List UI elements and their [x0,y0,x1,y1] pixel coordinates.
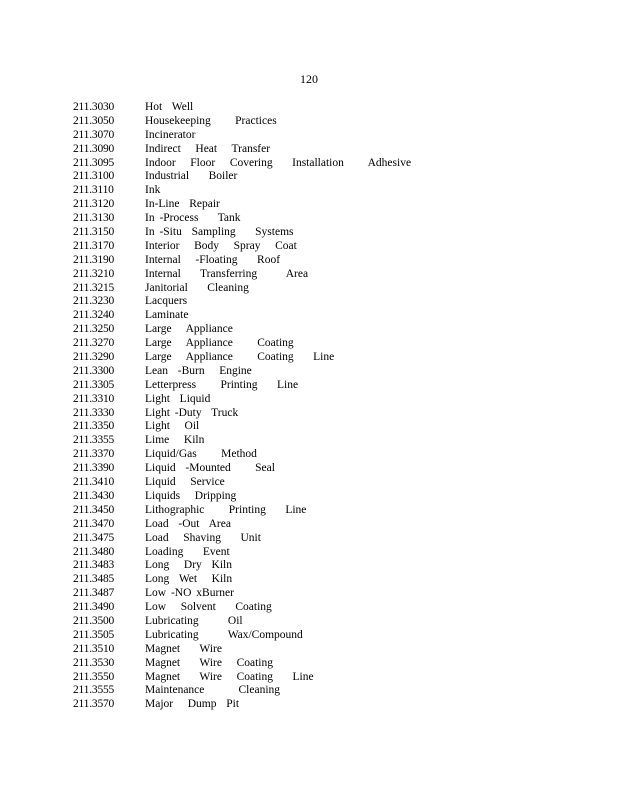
section-number: 211.3470 [73,517,115,530]
section-number: 211.3290 [73,351,115,364]
defined-term: Major Dump Pit [145,698,240,711]
section-number: 211.3305 [73,378,115,391]
section-number: 211.3210 [73,267,115,280]
defined-term: Letterpress Printing Line [145,378,299,391]
section-number: 211.3095 [73,156,115,169]
list-item [73,309,533,323]
section-number: 211.3130 [73,212,115,225]
section-number: 211.3300 [73,364,115,377]
defined-term: Load Shaving Unit [145,531,261,544]
list-item [73,295,533,309]
list-item [73,101,533,115]
list-item [73,601,533,615]
list-item [73,393,533,407]
defined-term: Liquid Service [145,476,225,489]
section-number: 211.3450 [73,503,115,516]
defined-term: In -Situ Sampling Systems [145,226,294,239]
list-item [73,559,533,573]
list-item [73,573,533,587]
defined-term: Indirect Heat Transfer [145,142,271,155]
list-item [73,351,533,365]
list-item [73,462,533,476]
defined-term: Magnet Wire Coating [145,656,273,669]
defined-term: Incinerator [145,128,196,141]
defined-term: Liquid -Mounted Seal [145,462,275,475]
list-item [73,476,533,490]
defined-term: Lime Kiln [145,434,205,447]
defined-term: Janitorial Cleaning [145,281,249,294]
defined-term: In-Line Repair [145,198,220,211]
section-number: 211.3170 [73,239,115,252]
list-item [73,684,533,698]
defined-term: Housekeeping Practices [145,114,277,127]
list-item [73,629,533,643]
section-number: 211.3215 [73,281,115,294]
section-number: 211.3350 [73,420,115,433]
defined-term: Large Appliance [145,323,233,336]
section-number: 211.3475 [73,531,115,544]
list-item [73,268,533,282]
section-number: 211.3550 [73,670,115,683]
defined-term: Large Appliance Coating [145,337,294,350]
list-item [73,143,533,157]
section-number: 211.3410 [73,476,115,489]
list-item [73,407,533,421]
section-number: 211.3120 [73,198,115,211]
defined-term: Lithographic Printing Line [145,503,307,516]
section-number: 211.3330 [73,406,115,419]
list-item [73,365,533,379]
defined-term: Industrial Boiler [145,170,238,183]
defined-term: Light Liquid [145,392,211,405]
defined-term: Long Wet Kiln [145,573,233,586]
section-number: 211.3030 [73,101,115,113]
section-number: 211.3230 [73,295,115,308]
section-number: 211.3090 [73,142,115,155]
list-item [73,448,533,462]
section-number: 211.3050 [73,114,115,127]
defined-term: Low Solvent Coating [145,601,272,614]
list-item [73,240,533,254]
section-number: 211.3480 [73,545,115,558]
defined-term: Load -Out Area [145,517,231,530]
list-item [73,282,533,296]
defined-term: Lean -Burn Engine [145,364,252,377]
section-number: 211.3240 [73,309,115,322]
defined-term: Interior Body Spray Coat [145,239,297,252]
list-item [73,323,533,337]
section-number: 211.3270 [73,337,115,350]
definitions-list [73,101,533,712]
list-item [73,212,533,226]
list-item [73,198,533,212]
section-number: 211.3070 [73,128,115,141]
list-item [73,671,533,685]
defined-term: Laminate [145,309,189,322]
list-item [73,504,533,518]
list-item [73,698,533,712]
defined-term: Lubricating Oil [145,614,243,627]
list-item [73,434,533,448]
page-number: 120 [300,72,318,86]
section-number: 211.3483 [73,559,115,572]
defined-term: Loading Event [145,545,230,558]
defined-term: Light Oil [145,420,200,433]
defined-term: Lacquers [145,295,188,308]
section-number: 211.3510 [73,642,115,655]
section-number: 211.3110 [73,184,114,197]
defined-term: Maintenance Cleaning [145,684,281,697]
section-number: 211.3500 [73,614,115,627]
defined-term: Magnet Wire [145,642,222,655]
section-number: 211.3310 [73,392,115,405]
section-number: 211.3355 [73,434,115,447]
defined-term: Indoor Floor Covering Installation Adhesive [145,156,412,169]
section-number: 211.3487 [73,587,115,600]
section-number: 211.3570 [73,698,115,711]
defined-term: Liquids Dripping [145,489,237,502]
section-number: 211.3485 [73,573,115,586]
defined-term: Magnet Wire Coating Line [145,670,314,683]
list-item [73,337,533,351]
list-item [73,587,533,601]
section-number: 211.3430 [73,489,115,502]
list-item [73,518,533,532]
section-number: 211.3490 [73,601,115,614]
defined-term: Hot Well [145,101,194,113]
list-item [73,115,533,129]
list-item [73,490,533,504]
section-number: 211.3505 [73,628,115,641]
list-item [73,184,533,198]
section-number: 211.3530 [73,656,115,669]
list-item [73,129,533,143]
list-item [73,420,533,434]
defined-term: Internal Transferring Area [145,267,309,280]
defined-term: Ink [145,184,161,197]
list-item [73,157,533,171]
list-item [73,379,533,393]
list-item [73,643,533,657]
section-number: 211.3390 [73,462,115,475]
list-item [73,546,533,560]
section-number: 211.3370 [73,448,115,461]
defined-term: Long Dry Kiln [145,559,232,572]
defined-term: Low -NO xBurner [145,587,234,600]
section-number: 211.3190 [73,253,115,266]
list-item [73,170,533,184]
list-item [73,657,533,671]
section-number: 211.3555 [73,684,115,697]
list-item [73,226,533,240]
defined-term: Light -Duty Truck [145,406,239,419]
list-item [73,532,533,546]
section-number: 211.3250 [73,323,115,336]
defined-term: Lubricating Wax/Compound [145,628,303,641]
defined-term: In -Process Tank [145,212,241,225]
section-number: 211.3150 [73,226,115,239]
section-number: 211.3100 [73,170,115,183]
list-item [73,615,533,629]
defined-term: Large Appliance Coating Line [145,351,335,364]
defined-term: Liquid/Gas Method [145,448,257,461]
list-item [73,254,533,268]
defined-term: Internal -Floating Roof [145,253,281,266]
